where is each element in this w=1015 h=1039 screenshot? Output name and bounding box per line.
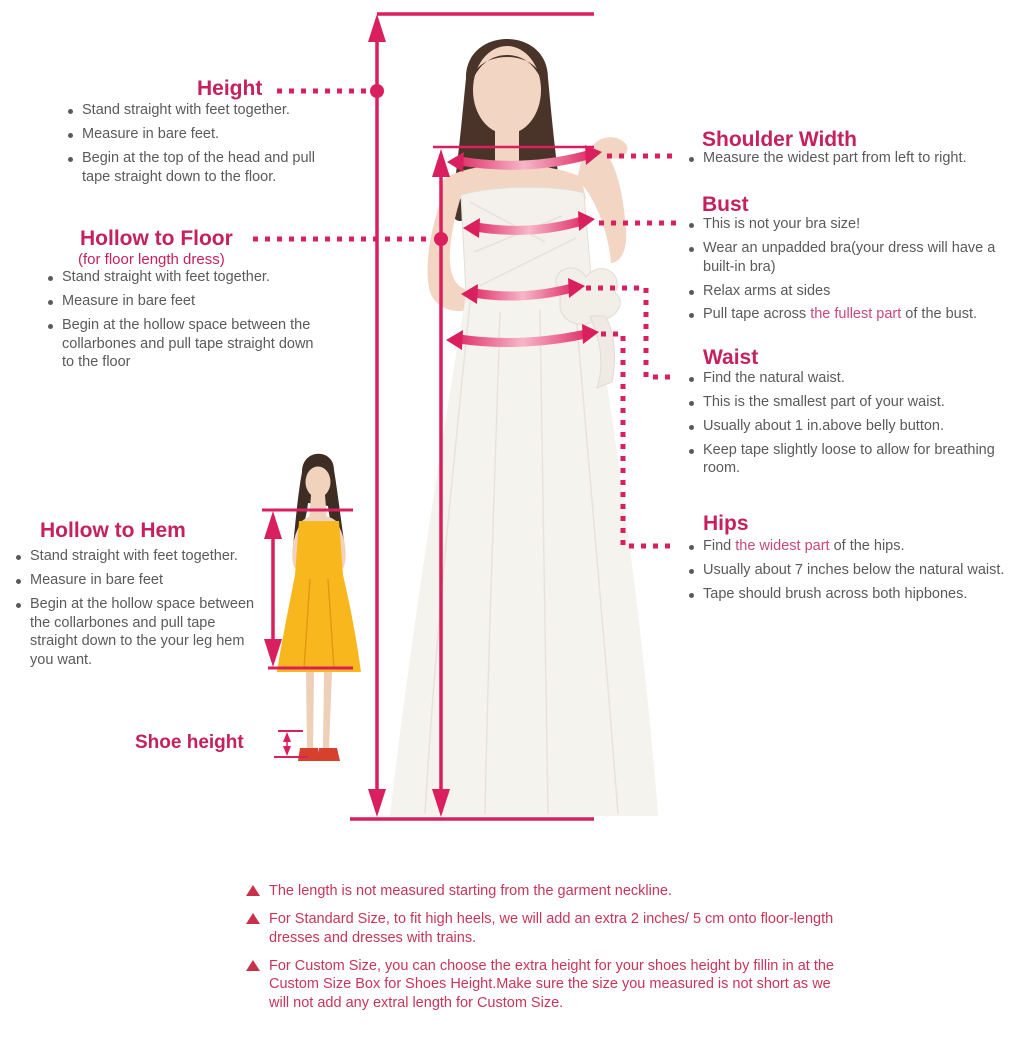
hollow-to-floor-subtitle: (for floor length dress) [78,251,225,268]
shoulder-width-title: Shoulder Width [702,128,857,151]
height-arrow-down [368,789,386,817]
bust-title: Bust [702,193,749,216]
list-item: Stand straight with feet together. [66,101,328,120]
list-item: This is the smallest part of your waist. [687,393,1015,412]
hollow-to-hem-bullets [14,547,264,675]
note-text: For Standard Size, to fit high heels, we will add an extra 2 inches/ 5 cm onto floor-length dresses and dresses with trains. [269,910,834,946]
bust-bullets [687,215,1007,329]
list-item: Tape should brush across both hipbones. [687,585,1009,604]
list-item: Keep tape slightly loose to allow for breathing room. [687,441,1015,479]
shoulder-width-bullets [687,149,1009,173]
list-item: Pull tape across the fullest part of the bust. [687,305,1007,324]
list-item: Usually about 1 in.above belly button. [687,417,1015,436]
triangle-bullet-icon [246,885,260,896]
list-item: Begin at the top of the head and pull tape straight down to the floor. [66,149,328,187]
highlighted-text: the widest part [735,538,830,554]
note-text: For Custom Size, you can choose the extra height for your shoes height by fillin in at the Custom Size Box for Shoes Height.Make sure the size you measured is not short as we will not add any extral length for Custom Size. [269,957,834,1012]
hips-bullets [687,537,1009,609]
triangle-bullet-icon [246,960,260,971]
list-item: Stand straight with feet together. [46,268,316,287]
waist-bullets [687,369,1015,483]
list-item: Find the natural waist. [687,369,1015,388]
hollow-to-hem-title: Hollow to Hem [40,519,186,542]
list-item: Measure in bare feet [14,571,264,590]
hollow-arrow-up [432,149,450,177]
list-item: Measure in bare feet. [66,125,328,144]
list-item: Begin at the hollow space between the collarbones and pull tape straight down to the floor [46,316,316,373]
triangle-bullet-icon [246,913,260,924]
note-row [246,957,846,1014]
shoulder-arrow-left [447,152,464,172]
height-anchor-dot [370,84,384,98]
hollow-anchor-dot [434,232,448,246]
list-item: Find the widest part of the hips. [687,537,1009,556]
hollow-to-floor-bullets [46,268,316,377]
hem-arrow-up [264,511,282,539]
list-item: Begin at the hollow space between the collarbones and pull tape straight down to the your leg hem you want. [14,595,264,670]
list-item: Usually about 7 inches below the natural waist. [687,561,1009,580]
main-model-figure [390,39,658,816]
hips-title: Hips [703,512,749,535]
footnotes [246,882,846,1013]
shoe-height-title: Shoe height [135,732,244,753]
shoe-arrow-up [283,732,291,742]
list-item: This is not your bra size! [687,215,1007,234]
list-item: Stand straight with feet together. [14,547,264,566]
height-bullets [66,101,328,191]
list-item: Measure in bare feet [46,292,316,311]
petite-model-figure [277,454,361,761]
hollow-to-floor-title: Hollow to Floor [80,227,233,250]
highlighted-text: the fullest part [810,306,902,323]
list-item: Measure the widest part from left to right. [687,149,1009,168]
note-row [246,882,846,901]
height-arrow-up [368,14,386,42]
shoe-arrow-down [283,746,291,756]
note-text: The length is not measured starting from the garment neckline. [269,883,672,899]
height-title: Height [197,77,263,100]
note-row [246,910,846,948]
hips-arrow-left [446,330,463,350]
waist-title: Waist [703,346,759,369]
list-item: Relax arms at sides [687,282,1007,301]
list-item: Wear an unpadded bra(your dress will have a built-in bra) [687,239,1007,277]
